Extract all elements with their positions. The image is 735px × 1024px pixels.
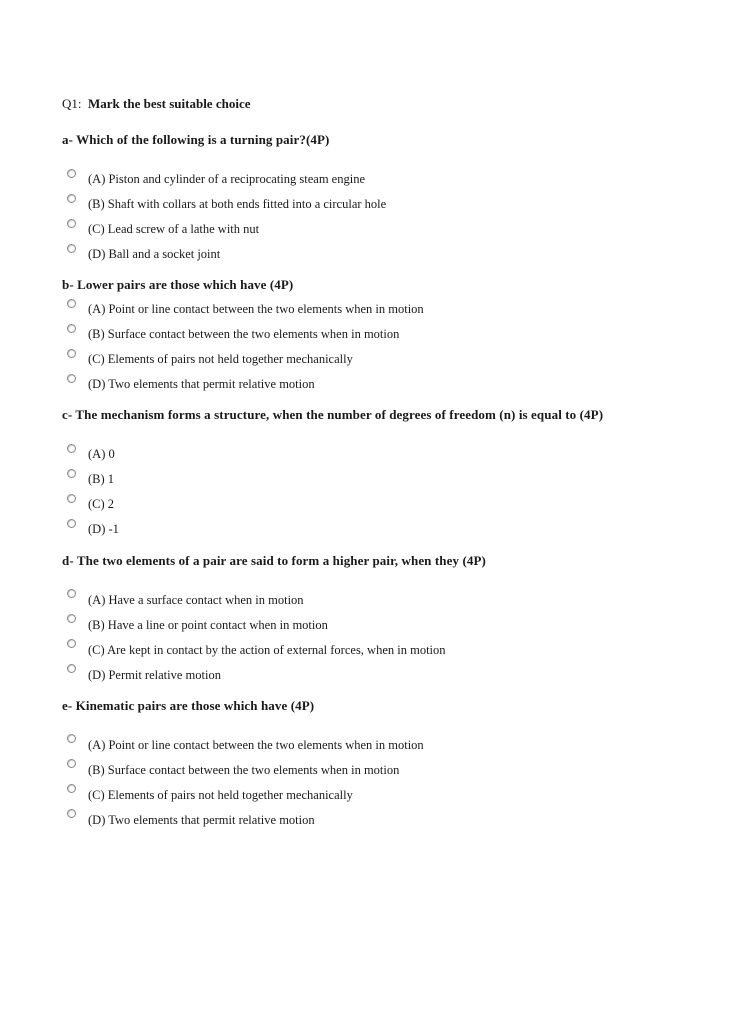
question-c-option-c: (C) 2 [88, 497, 115, 511]
radio-a-option-c[interactable] [67, 219, 76, 228]
radio-e-option-b[interactable] [67, 759, 76, 768]
question-a-prompt: a- Which of the following is a turning pair?(4P) [62, 132, 330, 147]
question-d-option-c: (C) Are kept in contact by the action of external forces, when in motion [88, 643, 446, 657]
question-c-prompt: c- The mechanism forms a structure, when the number of degrees of freedom (n) is equal to (4P) [62, 407, 604, 422]
radio-d-option-a[interactable] [67, 589, 76, 598]
radio-b-option-d[interactable] [67, 374, 76, 383]
question-e-option-a: (A) Point or line contact between the two elements when in motion [88, 738, 424, 752]
radio-c-option-a[interactable] [67, 444, 76, 453]
question-d-option-b: (B) Have a line or point contact when in motion [88, 618, 328, 632]
question-b-option-b: (B) Surface contact between the two elements when in motion [88, 327, 400, 341]
page-title [62, 96, 250, 112]
question-b-option-d: (D) Two elements that permit relative motion [88, 377, 315, 391]
radio-b-option-a[interactable] [67, 299, 76, 308]
question-e-option-c: (C) Elements of pairs not held together mechanically [88, 788, 353, 802]
question-c-option-d: (D) -1 [88, 522, 119, 536]
question-b-option-c: (C) Elements of pairs not held together mechanically [88, 352, 353, 366]
question-c-option-a: (A) 0 [88, 447, 115, 461]
question-d-option-a: (A) Have a surface contact when in motion [88, 593, 304, 607]
radio-d-option-c[interactable] [67, 639, 76, 648]
radio-c-option-d[interactable] [67, 519, 76, 528]
radio-a-option-b[interactable] [67, 194, 76, 203]
radio-b-option-b[interactable] [67, 324, 76, 333]
radio-e-option-a[interactable] [67, 734, 76, 743]
question-e-prompt: e- Kinematic pairs are those which have (4P) [62, 698, 315, 713]
radio-c-option-c[interactable] [67, 494, 76, 503]
title-text: Mark the best suitable choice [88, 96, 251, 111]
question-d-prompt: d- The two elements of a pair are said to form a higher pair, when they (4P) [62, 553, 486, 568]
question-e-option-b: (B) Surface contact between the two elements when in motion [88, 763, 400, 777]
radio-d-option-d[interactable] [67, 664, 76, 673]
radio-e-option-c[interactable] [67, 784, 76, 793]
question-a-option-b: (B) Shaft with collars at both ends fitted into a circular hole [88, 197, 387, 211]
radio-a-option-d[interactable] [67, 244, 76, 253]
question-a-option-c: (C) Lead screw of a lathe with nut [88, 222, 260, 236]
question-a-option-d: (D) Ball and a socket joint [88, 247, 221, 261]
radio-b-option-c[interactable] [67, 349, 76, 358]
radio-e-option-d[interactable] [67, 809, 76, 818]
radio-d-option-b[interactable] [67, 614, 76, 623]
question-b-option-a: (A) Point or line contact between the two elements when in motion [88, 302, 424, 316]
radio-a-option-a[interactable] [67, 169, 76, 178]
question-e-option-d: (D) Two elements that permit relative motion [88, 813, 315, 827]
radio-c-option-b[interactable] [67, 469, 76, 478]
question-b-prompt: b- Lower pairs are those which have (4P) [62, 277, 294, 292]
question-c-option-b: (B) 1 [88, 472, 115, 486]
question-number: Q1: [62, 96, 82, 111]
question-a-option-a: (A) Piston and cylinder of a reciprocating steam engine [88, 172, 365, 186]
question-d-option-d: (D) Permit relative motion [88, 668, 221, 682]
